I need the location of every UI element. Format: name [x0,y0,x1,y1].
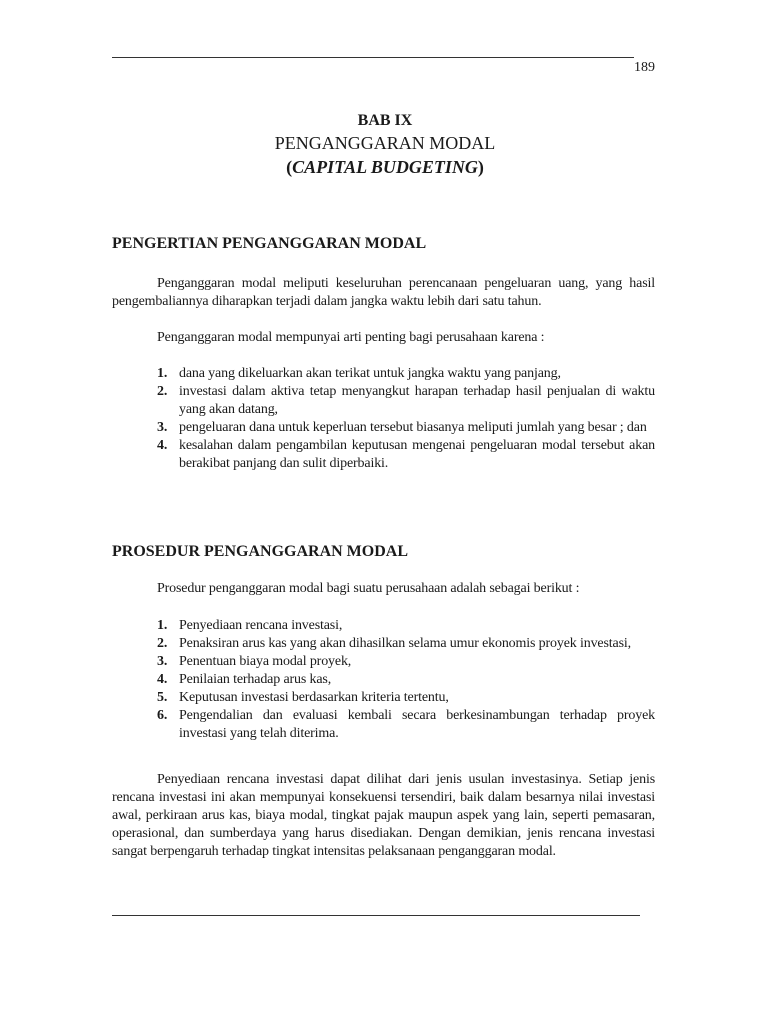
chapter-label: BAB IX [357,112,413,129]
paragraph: Penyediaan rencana investasi dapat dilihat dari jenis usulan investasinya. Setiap jenis rencana investasi ini akan mempunyai konsekuensi tersendiri, baik dalam besarnya nilai investasi awal, perkiraan arus kas, biaya modal, tingkat pajak maupun aspek yang lain, seperti pemasaran, operasional, dan sumberdaya yang harus disediakan. Dengan demikian, jenis rencana investasi sangat berpengaruh terhadap tingkat intensitas pelaksanaan penganggaran modal. [112,772,655,859]
list-item [157,671,655,689]
section-heading: PENGERTIAN PENGANGGARAN MODAL [112,235,427,252]
paragraph: Prosedur penganggaran modal bagi suatu perusahaan adalah sebagai berikut : [157,581,580,596]
list-text: kesalahan dalam pengambilan keputusan mengenai pengeluaran modal tersebut akan berakibat panjang dan sulit diperbaiki. [179,438,655,471]
list-number: 1. [157,618,168,633]
list-text: Penentuan biaya modal proyek, [179,654,352,669]
paren: ( [286,157,293,177]
paragraph: Penganggaran modal mempunyai arti penting bagi perusahaan karena : [157,330,545,345]
list-item [157,437,655,473]
page-number: 189 [634,60,655,75]
list-text: Penaksiran arus kas yang akan dihasilkan selama umur ekonomis proyek investasi, [179,636,631,651]
list-number: 2. [157,384,168,399]
list-text: pengeluaran dana untuk keperluan tersebut biasanya meliputi jumlah yang besar ; dan [179,420,647,435]
numbered-list [157,365,655,473]
list-number: 5. [157,690,168,705]
list-number: 3. [157,420,168,435]
header-rule [112,57,634,58]
list-number: 1. [157,366,168,381]
list-item [157,383,655,419]
list-item [157,365,655,383]
list-item [157,419,655,437]
paren: ) [477,157,484,177]
subtitle-text: CAPITAL BUDGETING [292,157,478,177]
list-item [157,689,655,707]
paragraph: Penganggaran modal meliputi keseluruhan perencanaan pengeluaran uang, yang hasil pengembaliannya diharapkan terjadi dalam jangka waktu lebih dari satu tahun. [112,276,655,309]
list-text: dana yang dikeluarkan akan terikat untuk jangka waktu yang panjang, [179,366,561,381]
list-text: Pengendalian dan evaluasi kembali secara berkesinambungan terhadap proyek investasi yang telah diterima. [179,708,655,741]
section-heading: PROSEDUR PENGANGGARAN MODAL [112,543,408,560]
list-number: 6. [157,708,168,723]
list-item [157,707,655,743]
chapter-title: PENGANGGARAN MODAL [274,133,496,153]
chapter-subtitle [112,157,658,178]
list-text: Penilaian terhadap arus kas, [179,672,332,687]
list-text: Keputusan investasi berdasarkan kriteria tertentu, [179,690,449,705]
list-item [157,617,655,635]
list-item [157,653,655,671]
list-number: 4. [157,438,168,453]
list-number: 4. [157,672,168,687]
list-text: investasi dalam aktiva tetap menyangkut harapan terhadap hasil penjualan di waktu yang akan datang, [179,384,655,417]
list-number: 3. [157,654,168,669]
list-item [157,635,655,653]
numbered-list [157,617,655,743]
list-number: 2. [157,636,168,651]
footer-rule [112,915,640,916]
list-text: Penyediaan rencana investasi, [179,618,343,633]
